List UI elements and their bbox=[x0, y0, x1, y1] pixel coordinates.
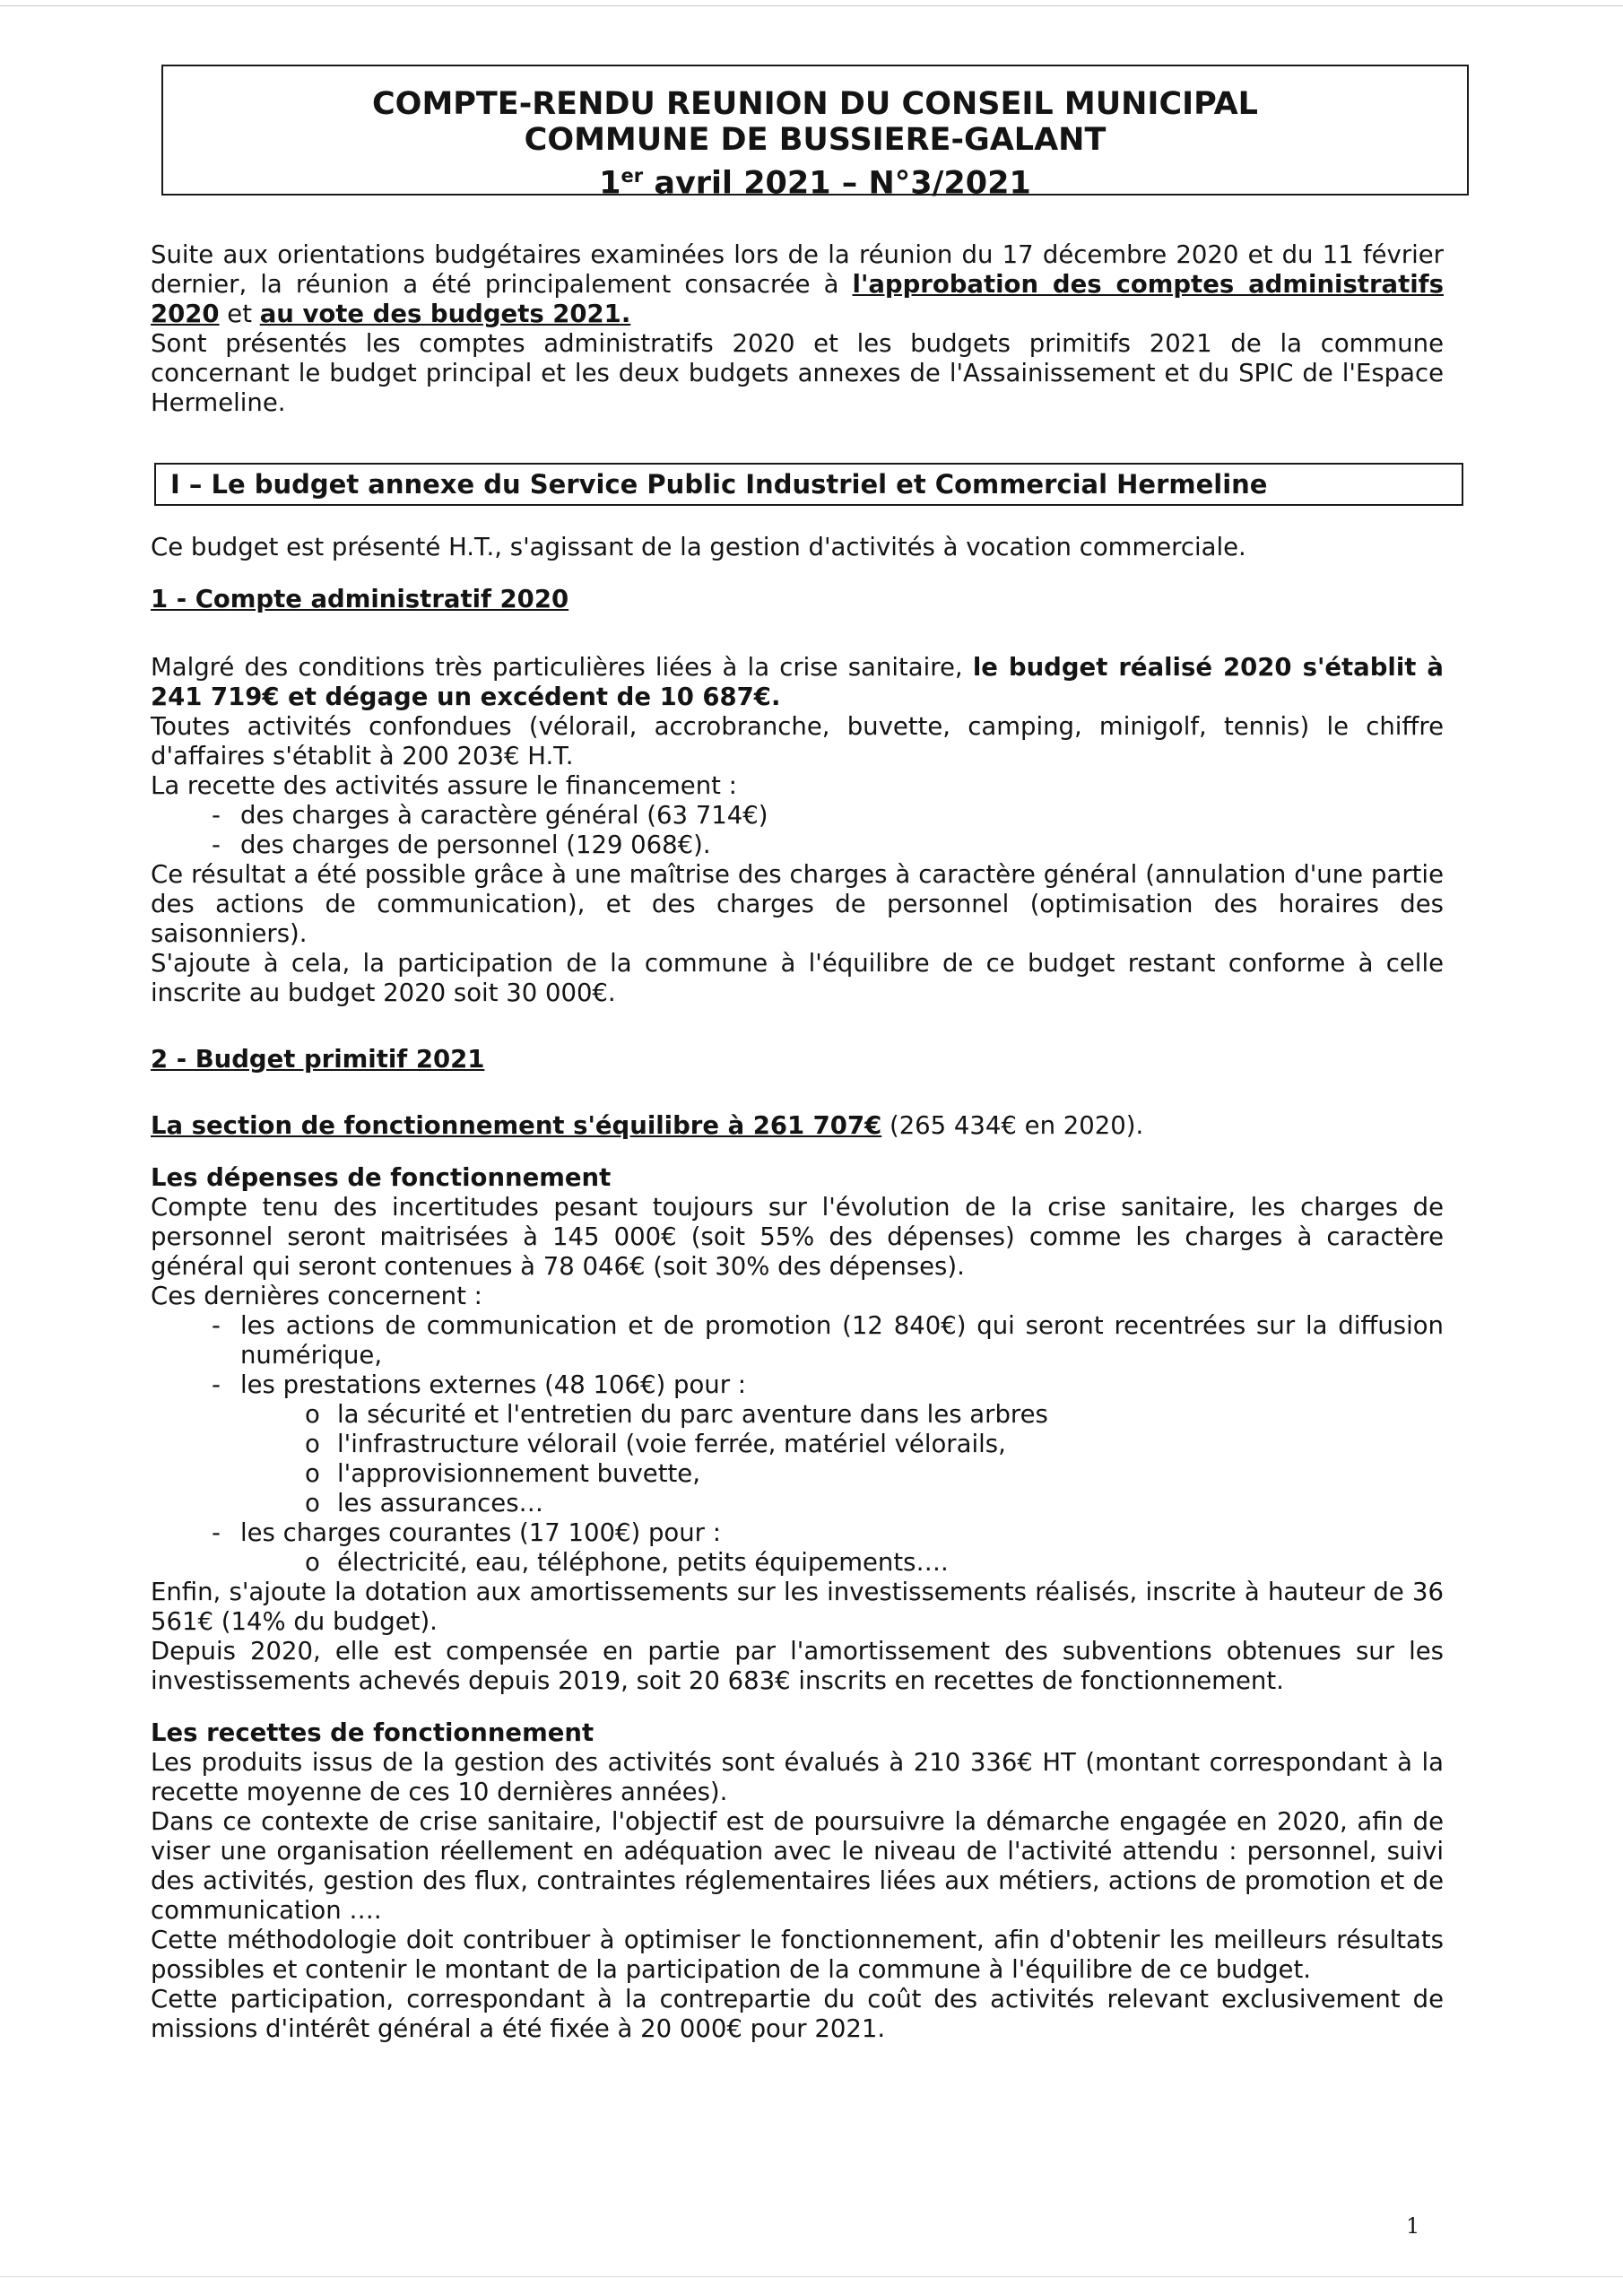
title-date-number: avril 2021 – N°3/2021 bbox=[643, 165, 1031, 202]
intro-paragraph-1 bbox=[151, 240, 1444, 329]
revenues-title: Les recettes de fonctionnement bbox=[151, 1718, 595, 1747]
subsection-2-title: 2 - Budget primitif 2021 bbox=[151, 1045, 485, 1074]
sub2-balance bbox=[151, 1111, 1444, 1141]
intro-emphasis-budgets: au vote des budgets 2021. bbox=[259, 300, 631, 328]
title-line-2: COMMUNE DE BUSSIERE-GALANT bbox=[524, 122, 1107, 158]
expenses-paragraph-3: Enfin, s'ajoute la dotation aux amortissements sur les investissements réalisés, inscrite à hauteur de 36 561€ (14% du budget). bbox=[151, 1578, 1444, 1636]
expenses-paragraph-4: Depuis 2020, elle est compensée en partie par l'amortissement des subventions obtenues sur les investissements achevés depuis 2019, soit 20 683€ inscrits en recettes de fonctionnement. bbox=[151, 1637, 1444, 1695]
intro-text-c: et bbox=[219, 300, 260, 328]
intro-emphasis-accounts: l'approbation des comptes administratifs 2020 bbox=[151, 270, 1444, 328]
expenses-title: Les dépenses de fonctionnement bbox=[151, 1163, 612, 1192]
sub1-paragraph-3: La recette des activités assure le financement : bbox=[151, 771, 737, 800]
sub-list-item: o l'approvisionnement buvette, bbox=[240, 1459, 1444, 1489]
title-day-suffix: er bbox=[621, 165, 644, 187]
title-line-3 bbox=[163, 156, 1467, 204]
section-body bbox=[151, 533, 1444, 2044]
title-day: 1 bbox=[599, 165, 621, 202]
sub-list-item: o électricité, eau, téléphone, petits équipements…. bbox=[240, 1548, 1444, 1578]
sub2-balance-previous: (265 434€ en 2020). bbox=[881, 1111, 1144, 1140]
list-item-label: les charges courantes (17 100€) pour : bbox=[240, 1518, 721, 1547]
list-item: - des charges à caractère général (63 714€) bbox=[151, 801, 1444, 831]
expenses-paragraph-2: Ces dernières concernent : bbox=[151, 1282, 482, 1310]
list-item: - des charges de personnel (129 068€). bbox=[151, 831, 1444, 860]
section-title-box: I – Le budget annexe du Service Public Industriel et Commercial Hermeline bbox=[154, 463, 1463, 506]
sub1-list bbox=[151, 801, 1444, 860]
sub1-result-emphasis: le budget réalisé 2020 s'établit à 241 719€ et dégage un excédent de 10 687€. bbox=[151, 653, 1444, 711]
sub1-paragraph-1 bbox=[151, 653, 1444, 712]
intro-paragraph-2: Sont présentés les comptes administratifs 2020 et les budgets primitifs 2021 de la commune concernant le budget principal et les deux budgets annexes de l'Assainissement et du SPIC de l'Espace Hermeline. bbox=[151, 329, 1444, 417]
sub-list-item: o la sécurité et l'entretien du parc aventure dans les arbres bbox=[240, 1400, 1444, 1430]
title-box bbox=[161, 65, 1469, 202]
sub1-paragraph-2: Toutes activités confondues (vélorail, accrobranche, buvette, camping, minigolf, tennis) le chiffre d'affaires s'établit à 200 203€ H.T. bbox=[151, 712, 1444, 770]
revenues-paragraph-2: Dans ce contexte de crise sanitaire, l'objectif est de poursuivre la démarche engagée en 2020, afin de viser une organisation réellement en adéquation avec le niveau de l'activité attendu : personnel, suivi des activités, gestion des flux, contraintes réglementaires liées aux métiers, actions de promotion et de communication …. bbox=[151, 1807, 1444, 1925]
list-item bbox=[151, 1518, 1444, 1578]
revenues-paragraph-3: Cette méthodologie doit contribuer à optimiser le fonctionnement, afin d'obtenir les meilleurs résultats possibles et contenir le montant de la participation de la commune à l'équilibre de ce budget. bbox=[151, 1926, 1444, 1984]
intro-text-a: Suite aux orientations budgétaires examinées lors de la réunion du 17 décembre 2020 et du 11 février dernier, la réunion a été principalement consacrée à bbox=[151, 240, 1444, 299]
sub1-paragraph-4: Ce résultat a été possible grâce à une maîtrise des charges à caractère général (annulation d'une partie des actions de communication), et des charges de personnel (optimisation des horaires des saisonniers). bbox=[151, 860, 1444, 948]
expenses-list bbox=[151, 1311, 1444, 1578]
revenues-paragraph-4: Cette participation, correspondant à la contrepartie du coût des activités relevant exclusivement de missions d'intérêt général a été fixée à 20 000€ pour 2021. bbox=[151, 1985, 1444, 2043]
sub-list bbox=[240, 1400, 1444, 1518]
list-item-label: les prestations externes (48 106€) pour : bbox=[240, 1370, 747, 1399]
sub1-text-a: Malgré des conditions très particulières liées à la crise sanitaire, bbox=[151, 653, 973, 682]
sub1-paragraph-5: S'ajoute à cela, la participation de la commune à l'équilibre de ce budget restant conforme à celle inscrite au budget 2020 soit 30 000€. bbox=[151, 949, 1444, 1007]
page-number: 1 bbox=[1406, 2213, 1420, 2239]
section-intro: Ce budget est présenté H.T., s'agissant de la gestion d'activités à vocation commerciale. bbox=[151, 533, 1246, 561]
list-item: - les actions de communication et de promotion (12 840€) qui seront recentrées sur la diffusion numérique, bbox=[151, 1311, 1444, 1370]
intro-block bbox=[151, 240, 1444, 418]
expenses-paragraph-1: Compte tenu des incertitudes pesant toujours sur l'évolution de la crise sanitaire, les charges de personnel seront maitrisées à 145 000€ (soit 55% des dépenses) comme les charges à caractère général qui seront contenues à 78 046€ (soit 30% des dépenses). bbox=[151, 1193, 1444, 1281]
scan-edge-top bbox=[0, 5, 1623, 6]
list-item bbox=[151, 1370, 1444, 1518]
sub2-balance-emphasis: La section de fonctionnement s'équilibre à 261 707€ bbox=[151, 1111, 882, 1140]
revenues-paragraph-1: Les produits issus de la gestion des activités sont évalués à 210 336€ HT (montant correspondant à la recette moyenne de ces 10 dernières années). bbox=[151, 1748, 1444, 1806]
title-line-1: COMPTE-RENDU REUNION DU CONSEIL MUNICIPAL bbox=[372, 86, 1258, 122]
sub-list-item: o l'infrastructure vélorail (voie ferrée, matériel vélorails, bbox=[240, 1430, 1444, 1459]
sub-list-item: o les assurances… bbox=[240, 1489, 1444, 1518]
scan-edge-bottom bbox=[0, 2276, 1623, 2277]
subsection-1-title: 1 - Compte administratif 2020 bbox=[151, 585, 569, 613]
sub-list bbox=[240, 1548, 1444, 1578]
